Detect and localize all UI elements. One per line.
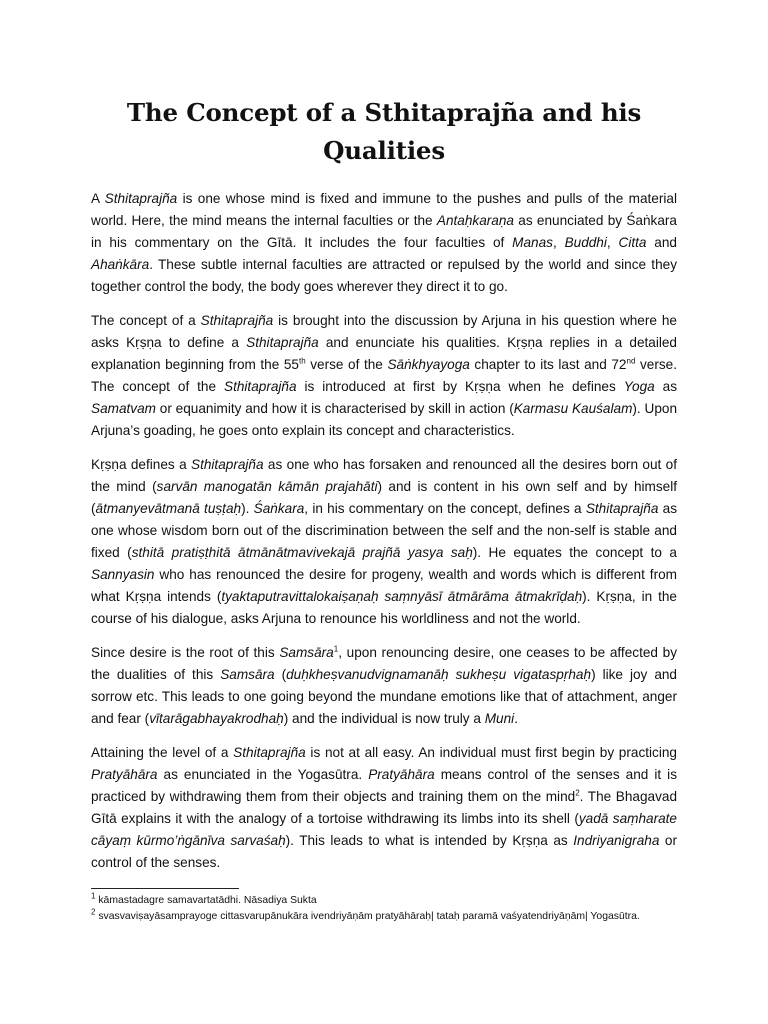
text-run: chapter to its last and 72 bbox=[469, 357, 627, 372]
footnote-text: kāmastadagre samavartatādhi. Nāsadiya Sukta bbox=[95, 895, 317, 906]
text-run: as enunciated in the Yogasūtra. bbox=[157, 767, 369, 782]
footnotes bbox=[91, 893, 677, 924]
text-run: verse of the bbox=[305, 357, 388, 372]
italic-term: ātmanyevātmanā tuṣṭaḥ bbox=[95, 501, 242, 516]
text-run: ) and the individual is now truly a bbox=[283, 711, 485, 726]
italic-term: Sthitaprajña bbox=[233, 745, 306, 760]
italic-term: Pratyāhāra bbox=[368, 767, 435, 782]
document-title: The Concept of a Sthitaprajña and his Qualities bbox=[126, 98, 642, 165]
footnote-number: 2 bbox=[91, 907, 96, 917]
italic-term: vītarāgabhayakrodhaḥ bbox=[149, 711, 284, 726]
italic-term: Indriyanigraha bbox=[573, 833, 660, 848]
text-run: as one whose wisdom born out of the discrimination between the self and the non-self is stable and fixed ( bbox=[91, 501, 677, 560]
italic-term: Sthitaprajña bbox=[104, 191, 178, 206]
footnote-ref: 1 bbox=[333, 644, 339, 654]
italic-term: tyaktaputravittalokaiṣaṇaḥ saṃnyāsī ātmārāma ātmakrīḍaḥ bbox=[221, 589, 583, 604]
text-run: and bbox=[646, 235, 677, 250]
text-run: ) like joy and sorrow etc. This leads to one going beyond the mundane emotions like that of attachment, anger and fear ( bbox=[91, 667, 677, 726]
text-run: as bbox=[654, 379, 678, 394]
italic-term: Citta bbox=[618, 235, 647, 250]
italic-term: Karmasu Kauśalam bbox=[513, 401, 633, 416]
text-run: . bbox=[514, 711, 518, 726]
text-run: is introduced at first by Kṛṣṇa when he defines bbox=[296, 379, 624, 394]
body-text bbox=[91, 188, 677, 874]
italic-term: Samsāra bbox=[279, 645, 334, 660]
italic-term: Manas bbox=[512, 235, 553, 250]
footnote-text: svasvaviṣayāsamprayoge cittasvarupānukāra ivendriyāṇām pratyāhāraḥ| tataḥ paramā vaśyatendriyāṇām| Yogasūtra. bbox=[95, 910, 640, 922]
italic-term: Muni bbox=[484, 711, 515, 726]
paragraph bbox=[91, 310, 677, 442]
footnote-number: 1 bbox=[91, 891, 96, 901]
italic-term: Sāṅkhyayoga bbox=[387, 357, 470, 372]
footnote bbox=[91, 893, 677, 909]
italic-term: Sannyasin bbox=[91, 567, 155, 582]
italic-term: Ahaṅkāra bbox=[91, 257, 150, 272]
italic-term: Yoga bbox=[623, 379, 655, 394]
italic-term: Samatvam bbox=[91, 401, 156, 416]
text-run: ( bbox=[274, 667, 287, 682]
footnote-ref: th bbox=[299, 356, 306, 366]
italic-term: Samsāra bbox=[220, 667, 275, 682]
text-run: is brought into the discussion by Arjuna in his question where he asks Kṛṣṇa to define a bbox=[91, 313, 677, 350]
text-run: or equanimity and how it is characterised by skill in action ( bbox=[155, 401, 514, 416]
italic-term: Sthitaprajña bbox=[200, 313, 274, 328]
italic-term: yadā saṃharate cāyaṃ kūrmo’ṅgānīva sarvaśaḥ bbox=[91, 811, 677, 848]
italic-term: Sthitaprajña bbox=[224, 379, 297, 394]
text-run: Kṛṣṇa defines a bbox=[91, 457, 191, 472]
text-run: is one whose mind is fixed and immune to the pushes and pulls of the material world. Here, the mind means the internal faculties or the bbox=[91, 191, 677, 228]
text-run: . The Bhagavad Gītā explains it with the analogy of a tortoise withdrawing its limbs into its shell ( bbox=[91, 789, 678, 826]
italic-term: Śaṅkara bbox=[253, 501, 305, 516]
text-run: Since desire is the root of this bbox=[91, 645, 280, 660]
text-run: who has renounced the desire for progeny, wealth and words which is different from what Kṛṣṇa intends ( bbox=[91, 567, 677, 604]
italic-term: sarvān manogatān kāmān prajahāti bbox=[156, 479, 378, 494]
italic-term: Buddhi bbox=[564, 235, 607, 250]
text-run: , in his commentary on the concept, defines a bbox=[304, 501, 586, 516]
text-run: means control of the senses and it is practiced by withdrawing them from their objects and training them on the mind bbox=[91, 767, 677, 804]
text-run: is not at all easy. An individual must first begin by practicing bbox=[305, 745, 677, 760]
paragraph bbox=[91, 188, 677, 298]
italic-term: Sthitaprajña bbox=[585, 501, 659, 516]
italic-term: Antaḥkaraṇa bbox=[436, 213, 514, 228]
text-run: as one who has forsaken and renounced all the desires born out of the mind ( bbox=[91, 457, 677, 494]
text-run: , upon renouncing desire, one ceases to be affected by the dualities of this bbox=[91, 645, 677, 682]
italic-term: Sthitaprajña bbox=[191, 457, 264, 472]
text-run: verse. The concept of the bbox=[91, 357, 677, 394]
text-run: , bbox=[606, 235, 619, 250]
italic-term: duḥkheṣvanudvignamanāḥ sukheṣu vigataspṛhaḥ bbox=[286, 667, 592, 682]
text-run: ). Upon Arjuna’s goading, he goes onto explain its concept and characteristics. bbox=[91, 401, 678, 438]
text-run: , bbox=[552, 235, 565, 250]
text-run: ). bbox=[241, 501, 254, 516]
text-run: A bbox=[91, 191, 105, 206]
text-run: as enunciated by Śaṅkara in his commentary on the Gītā. It includes the four faculties of bbox=[91, 213, 677, 250]
text-run: ). Kṛṣṇa, in the course of his dialogue, asks Arjuna to renounce his worldliness and not the world. bbox=[91, 589, 677, 626]
paragraph bbox=[91, 642, 677, 730]
text-run: and enunciate his qualities. Kṛṣṇa replies in a detailed explanation beginning from the 55 bbox=[91, 335, 677, 372]
text-run: or control of the senses. bbox=[91, 833, 677, 870]
paragraph bbox=[91, 742, 677, 874]
text-run: ). He equates the concept to a bbox=[472, 545, 677, 560]
text-run: . These subtle internal faculties are attracted or repulsed by the world and since they together control the body, the body goes wherever they direct it to go. bbox=[91, 257, 677, 294]
footnote-ref: 2 bbox=[575, 788, 580, 798]
italic-term: Sthitaprajña bbox=[246, 335, 319, 350]
text-run: ) and is content in his own self and by himself ( bbox=[91, 479, 677, 516]
italic-term: sthitā pratiṣṭhitā ātmānātmavivekajā prajñā yasya saḥ bbox=[131, 545, 473, 560]
text-run: The concept of a bbox=[91, 313, 201, 328]
footnote-ref: nd bbox=[626, 356, 636, 366]
text-run: ). This leads to what is intended by Kṛṣṇa as bbox=[285, 833, 574, 848]
italic-term: Pratyāhāra bbox=[91, 767, 158, 782]
text-run: Attaining the level of a bbox=[91, 745, 234, 760]
footnote bbox=[91, 909, 677, 925]
footnote-separator bbox=[91, 888, 239, 889]
paragraph bbox=[91, 454, 677, 630]
